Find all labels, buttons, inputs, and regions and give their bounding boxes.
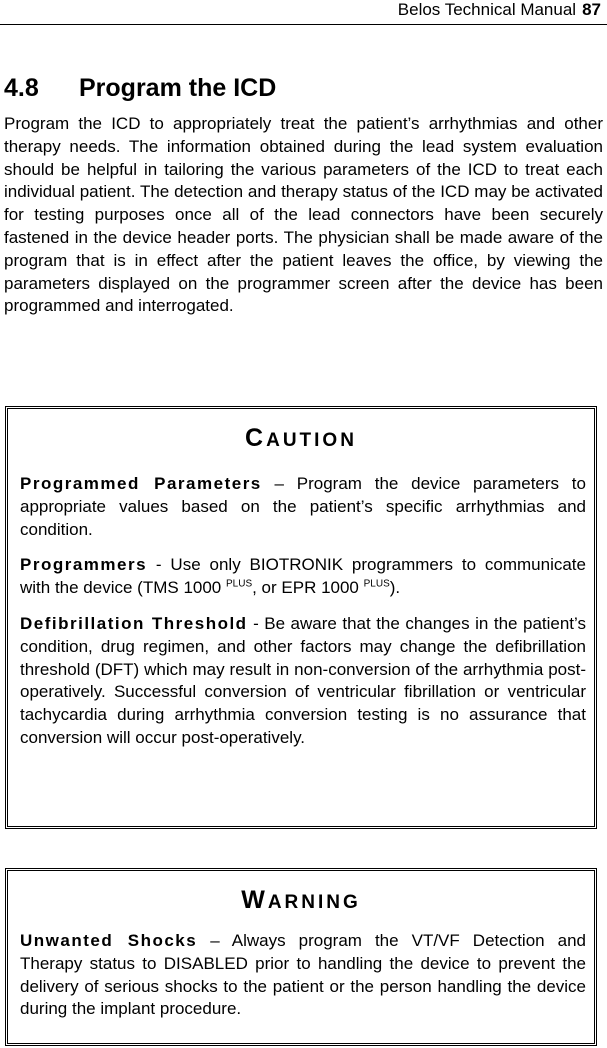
caution-item-text: - Be aware that the changes in the patient’s condition, drug regimen, and other factors may change the defibrillation threshold (DFT) which may result in non-conversion of the arrhythmia post-operatively. Successful conversion of ventricular fibrillation or ventricular tachycardia during arrhythmia conversion testing is no assurance that conversion will occur post-operatively. — [20, 613, 586, 747]
warning-item-unwanted-shocks — [20, 930, 586, 1021]
warning-item-lead: Unwanted Shocks — [20, 931, 198, 950]
section-title: Program the ICD — [79, 74, 277, 102]
caution-item-programmers: Programmers - Use only BIOTRONIK programmers to communicate with the device (TMS 1000 $^{PLUS}$, or EPR 1000 $^{PLUS}$). — [20, 555, 586, 598]
superscript-plus: PLUS — [225, 578, 253, 590]
section-heading — [4, 72, 276, 104]
caution-item-text: – Program the device parameters to appropriate values based on the patient’s specific arrhythmias and condition. — [20, 474, 586, 539]
caution-item-lead: Programmers — [20, 555, 148, 575]
caution-item-text: - Use only BIOTRONIK programmers to communicate with the device (TMS 1000 — [20, 555, 586, 598]
page-header — [0, 0, 607, 25]
header-text — [398, 0, 601, 20]
superscript-plus: PLUS — [363, 578, 390, 590]
manual-title: Belos Technical Manual — [397, 0, 577, 19]
caution-box — [5, 406, 597, 829]
body-paragraph: Program the ICD to appropriately treat the patient’s arrhythmias and other therapy needs. The information obtained during the lead system evaluation should be helpful in tailoring the various parameters of the ICD to treat each individual patient. The detection and therapy status of the ICD may be activated for testing purposes once all of the lead connectors have been securely fastened in the device header ports. The physician shall be made aware of the program that is in effect after the patient leaves the office, by viewing the parameters displayed on the programmer screen after the device has been programmed and interrogated. — [4, 114, 603, 316]
section-number: 4.8 — [4, 74, 39, 102]
warning-heading: WARNING — [241, 886, 361, 914]
page-number: 87 — [582, 0, 601, 19]
warning-item-text: – Always program the VT/VF Detection and Therapy status to DISABLED prior to handling the device to prevent the delivery of serious shocks to the patient or the person handling the device during the implant procedure. — [20, 931, 586, 1019]
caution-item-defibrillation-threshold — [20, 613, 586, 750]
caution-heading: CAUTION — [245, 424, 357, 452]
warning-box — [5, 868, 597, 1046]
caution-item-lead: Programmed Parameters — [20, 474, 262, 493]
caution-item-programmed-parameters — [20, 473, 586, 541]
caution-item-lead: Defibrillation Threshold — [20, 613, 248, 633]
